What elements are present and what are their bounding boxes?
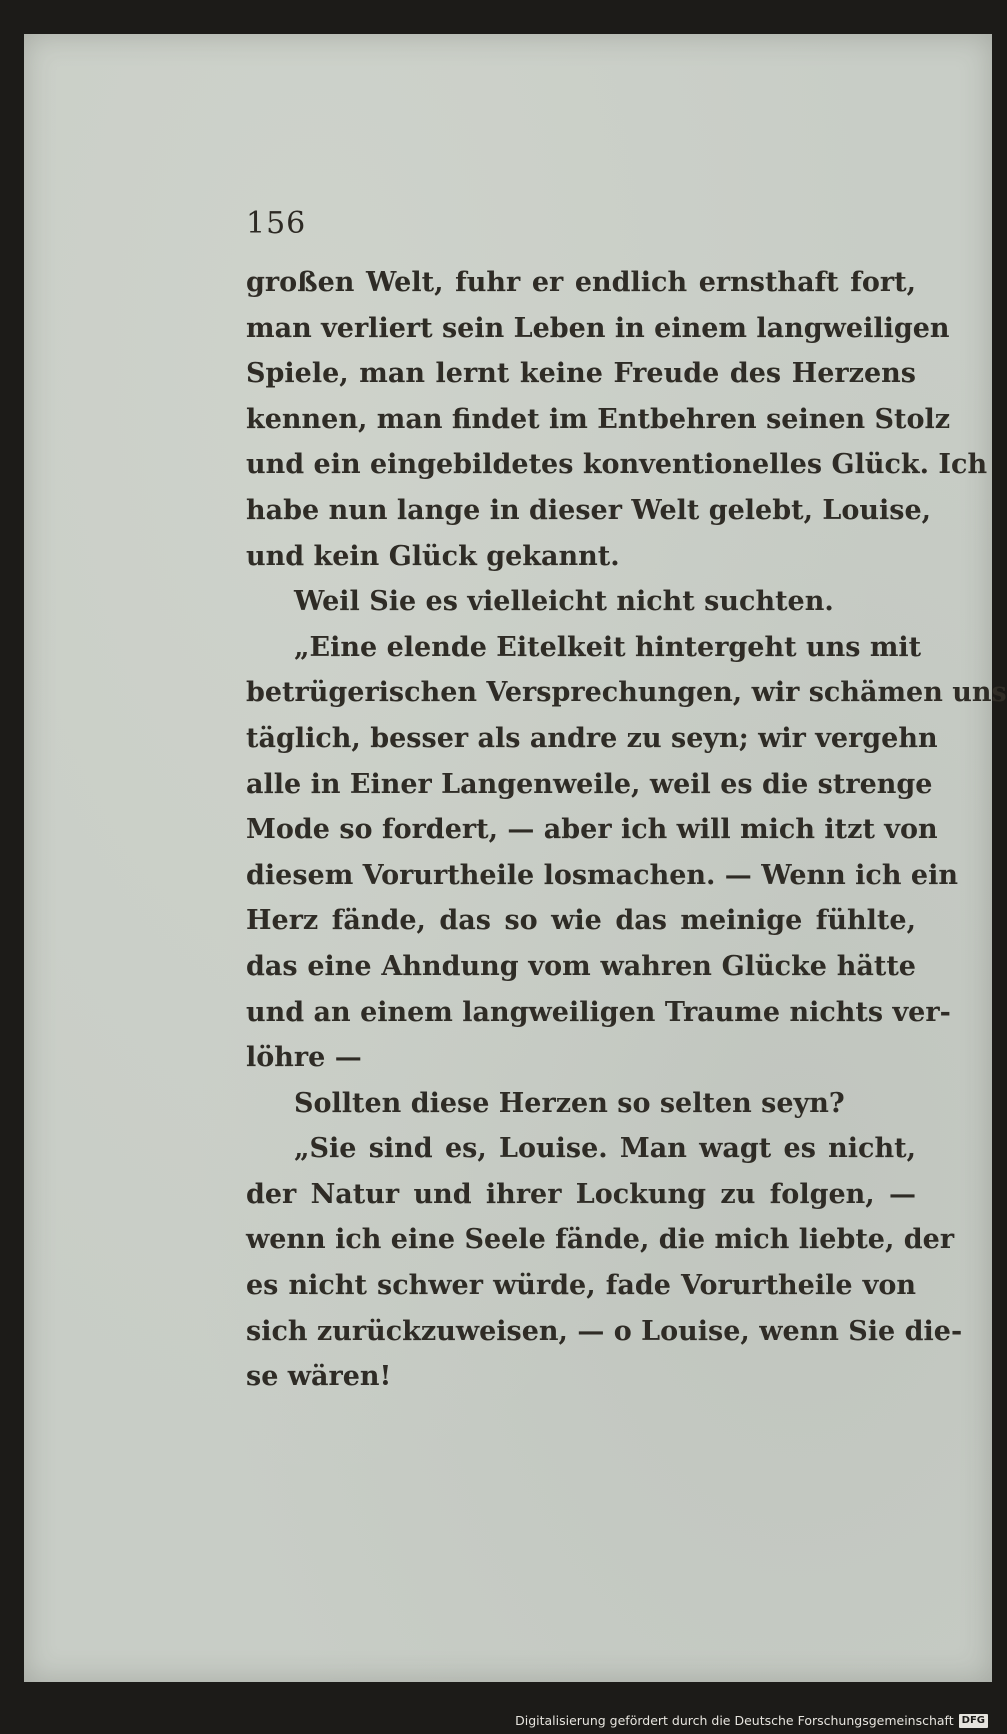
text-line: großen Welt, fuhr er endlich ernsthaft fort, [246,267,916,298]
text-line: täglich, besser als andre zu seyn; wir vergehn [246,722,938,754]
page-number: 156 [246,206,307,241]
text-line: Spiele, man lernt keine Freude des Herzens [246,358,916,390]
text-line: Weil Sie es vielleicht nicht suchten. [294,586,834,618]
text-line: und an einem langweiligen Traume nichts ver- [246,996,951,1028]
page-text [246,260,1007,1400]
text-line: Sollten diese Herzen so selten seyn? [294,1087,845,1119]
dfg-logo-icon: DFG [959,1714,988,1728]
text-line: sich zurückzuweisen, — o Louise, wenn Sie die- [246,1315,963,1347]
text-line: Mode so fordert, — aber ich will mich itzt von [246,814,938,846]
book-page [24,34,1007,1682]
text-line: löhre — [246,1042,362,1074]
text-line: der Natur und ihrer Lockung zu folgen, — [246,1178,916,1210]
text-line: man verliert sein Leben in einem langweiligen [246,312,950,344]
text-line: diesem Vorurtheile losmachen. — Wenn ich ein [246,859,958,891]
text-line: kennen, man findet im Entbehren seinen Stolz [246,403,951,435]
credit-text: Digitalisierung gefördert durch die Deutsche Forschungsgemeinschaft [515,1713,954,1728]
text-line: wenn ich eine Seele fände, die mich liebte, der [246,1224,955,1256]
text-line: Herz fände, das so wie das meinige fühlte, [246,905,916,937]
text-line: „Eine elende Eitelkeit hintergeht uns mit [294,631,922,663]
text-line: alle in Einer Langenweile, weil es die strenge [246,768,933,800]
text-line: „Sie sind es, Louise. Man wagt es nicht, [294,1133,916,1165]
text-line: und ein eingebildetes konventionelles Glück. Ich [246,449,988,481]
text-line: es nicht schwer würde, fade Vorurtheile von [246,1270,916,1302]
text-line: se wären! [246,1361,392,1393]
digitization-credit [515,1713,988,1728]
text-line: und kein Glück gekannt. [246,540,620,572]
text-line: habe nun lange in dieser Welt gelebt, Louise, [246,494,932,526]
text-line: betrügerischen Versprechungen, wir schämen uns [246,677,1007,709]
text-line: das eine Ahndung vom wahren Glücke hätte [246,950,916,982]
